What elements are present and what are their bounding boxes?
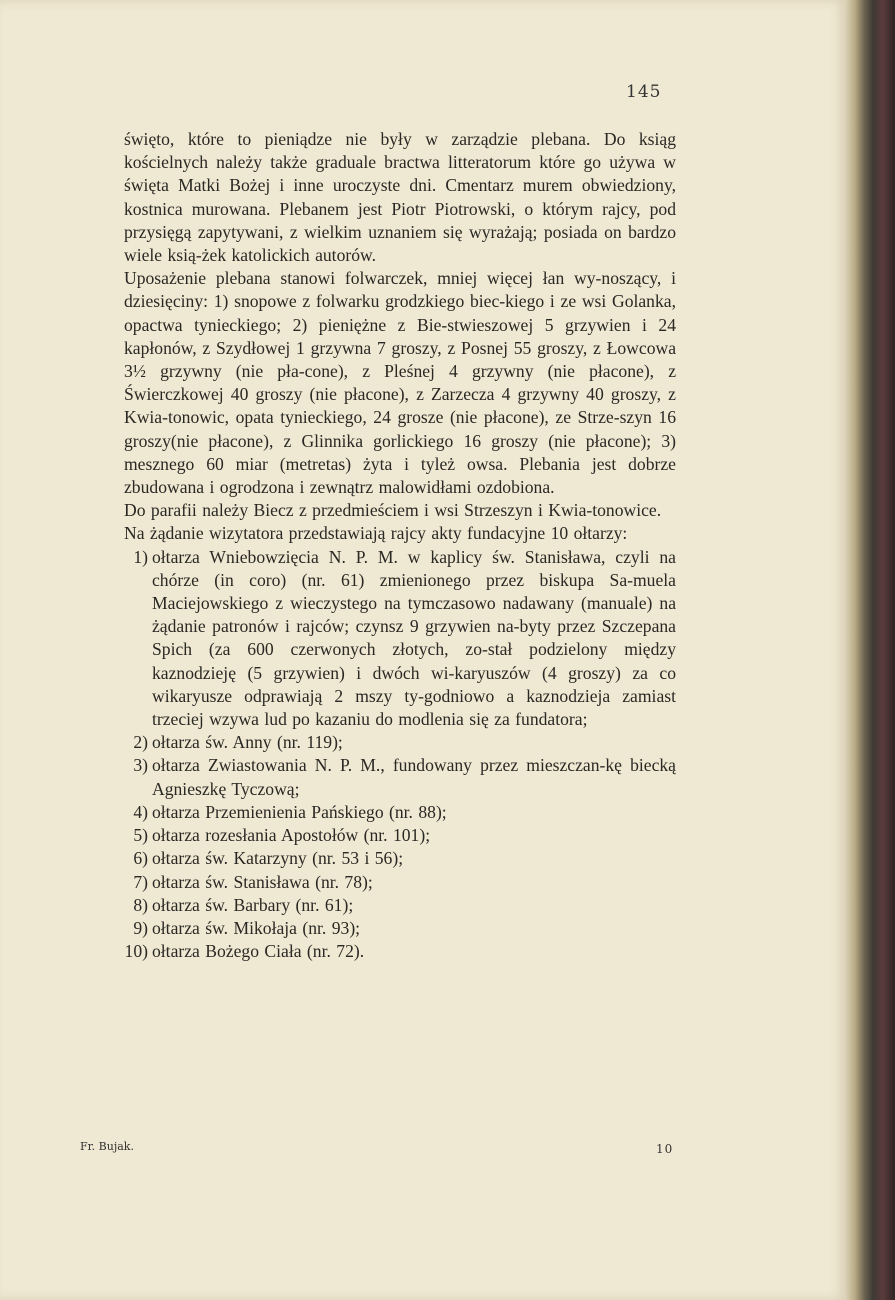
- list-item-number: 1): [133, 546, 148, 567]
- list-item-number: 6): [133, 848, 148, 869]
- list-item-number: 9): [133, 917, 148, 938]
- list-item-text: ołtarza św. Stanisława (nr. 78);: [152, 871, 373, 892]
- list-item: [124, 801, 676, 824]
- book-binding-edge: [846, 0, 895, 1300]
- list-item-text: ołtarza Zwiastowania N. P. M., fundowany przez mieszczan-kę biecką Agnieszkę Tyczową;: [152, 755, 676, 799]
- list-item-number: 3): [133, 755, 148, 776]
- list-item: [124, 546, 676, 732]
- list-item-number: 5): [133, 825, 148, 846]
- list-item-text: ołtarza Wniebowzięcia N. P. M. w kaplicy św. Stanisława, czyli na chórze (in coro) (nr. 61) zmienionego przez biskupa Sa-muela Maciejowskiego z wieczystego na tymczasowo nadawany (manuale) na żądanie patronów i rajców; czynsz 9 grzywien na-byty przez Szczepana Spich (za 600 czerwonych złotych, zo-stał podzielony między kaznodzieję (5 grzywien) i dwóch wi-karyuszów (4 groszy) za co wikaryusze odprawiają 2 mszy ty-godniowo a kaznodzieja zamiast trzeciej wzywa lud po kazaniu do modlenia się za fundatora;: [152, 546, 676, 730]
- list-item-text: ołtarza Bożego Ciała (nr. 72).: [152, 941, 365, 962]
- list-item: [124, 731, 676, 754]
- list-item: [124, 847, 676, 870]
- footer-author: Fr. Bujak.: [80, 1140, 134, 1153]
- list-item-number: 2): [133, 732, 148, 753]
- paragraph-endowment: Uposażenie plebana stanowi folwarczek, mniej więcej łan wy-noszący, i dziesięciny: 1) snopowe z folwarku grodzkiego biec-kiego i ze wsi Golanka, opactwa tynieckiego; 2) pieniężne z Bie-stwieszowej 5 grzywien i 24 kapłonów, z Szydłowej 1 grzywna 7 groszy, z Posnej 55 groszy, z Łowcowa 3½ grzywny (nie pła-cone), z Pleśnej 4 grzywny (nie płacone), z Świerczkowej 40 groszy (nie płacone), z Zarzecza 4 grzywny 40 groszy, z Kwia-tonowic, opata tynieckiego, 24 grosze (nie płacone), ze Strze-szyn 16 groszy(nie płacone), z Glinnika gorlickiego 16 groszy (nie płacone); 3) mesznego 60 miar (metretas) żyta i tyleż owsa. Plebania jest dobrze zbudowana i ogrodzona i zewnątrz malowidłami ozdobiona.: [124, 268, 676, 498]
- list-item: [124, 824, 676, 847]
- list-item-text: ołtarza św. Katarzyny (nr. 53 i 56);: [152, 848, 404, 869]
- list-item-number: 7): [133, 871, 148, 892]
- list-item: [124, 871, 676, 894]
- footer-signature: 10: [656, 1142, 674, 1156]
- list-item-text: ołtarza św. Anny (nr. 119);: [152, 732, 343, 753]
- altar-list: [124, 731, 676, 963]
- list-item-text: ołtarza Przemienienia Pańskiego (nr. 88);: [152, 801, 447, 822]
- paragraph-church-books: święto, które to pieniądze nie były w zarządzie plebana. Do ksiąg kościelnych należy także graduale bractwa litteratorum które go używa w święta Matki Bożej i inne uroczyste dni. Cmentarz murem obwiedziony, kostnica murowana. Plebanem jest Piotr Piotrowski, o którym rajcy, pod przysięgą zapytywani, z wielkim uznaniem się wyrażają; posiada on bardzo wiele ksią-żek katolickich autorów.: [124, 129, 676, 266]
- paragraph-altars-intro: Na żądanie wizytatora przedstawiają rajcy akty fundacyjne 10 ołtarzy:: [124, 523, 628, 544]
- body-text: [124, 128, 676, 963]
- list-item-text: ołtarza rozesłania Apostołów (nr. 101);: [152, 825, 431, 846]
- list-item: [124, 754, 676, 800]
- list-item-text: ołtarza św. Mikołaja (nr. 93);: [152, 917, 361, 938]
- list-item-number: 4): [133, 801, 148, 822]
- list-item-number: 8): [133, 894, 148, 915]
- paragraph-parish: Do parafii należy Biecz z przedmieściem i wsi Strzeszyn i Kwia-tonowice.: [124, 500, 662, 521]
- list-item: [124, 917, 676, 940]
- page-number: 145: [626, 82, 662, 102]
- list-item: [124, 940, 676, 963]
- altar-list-first: [124, 546, 676, 732]
- list-item-number: 10): [124, 941, 148, 962]
- list-item-text: ołtarza św. Barbary (nr. 61);: [152, 894, 354, 915]
- list-item: [124, 894, 676, 917]
